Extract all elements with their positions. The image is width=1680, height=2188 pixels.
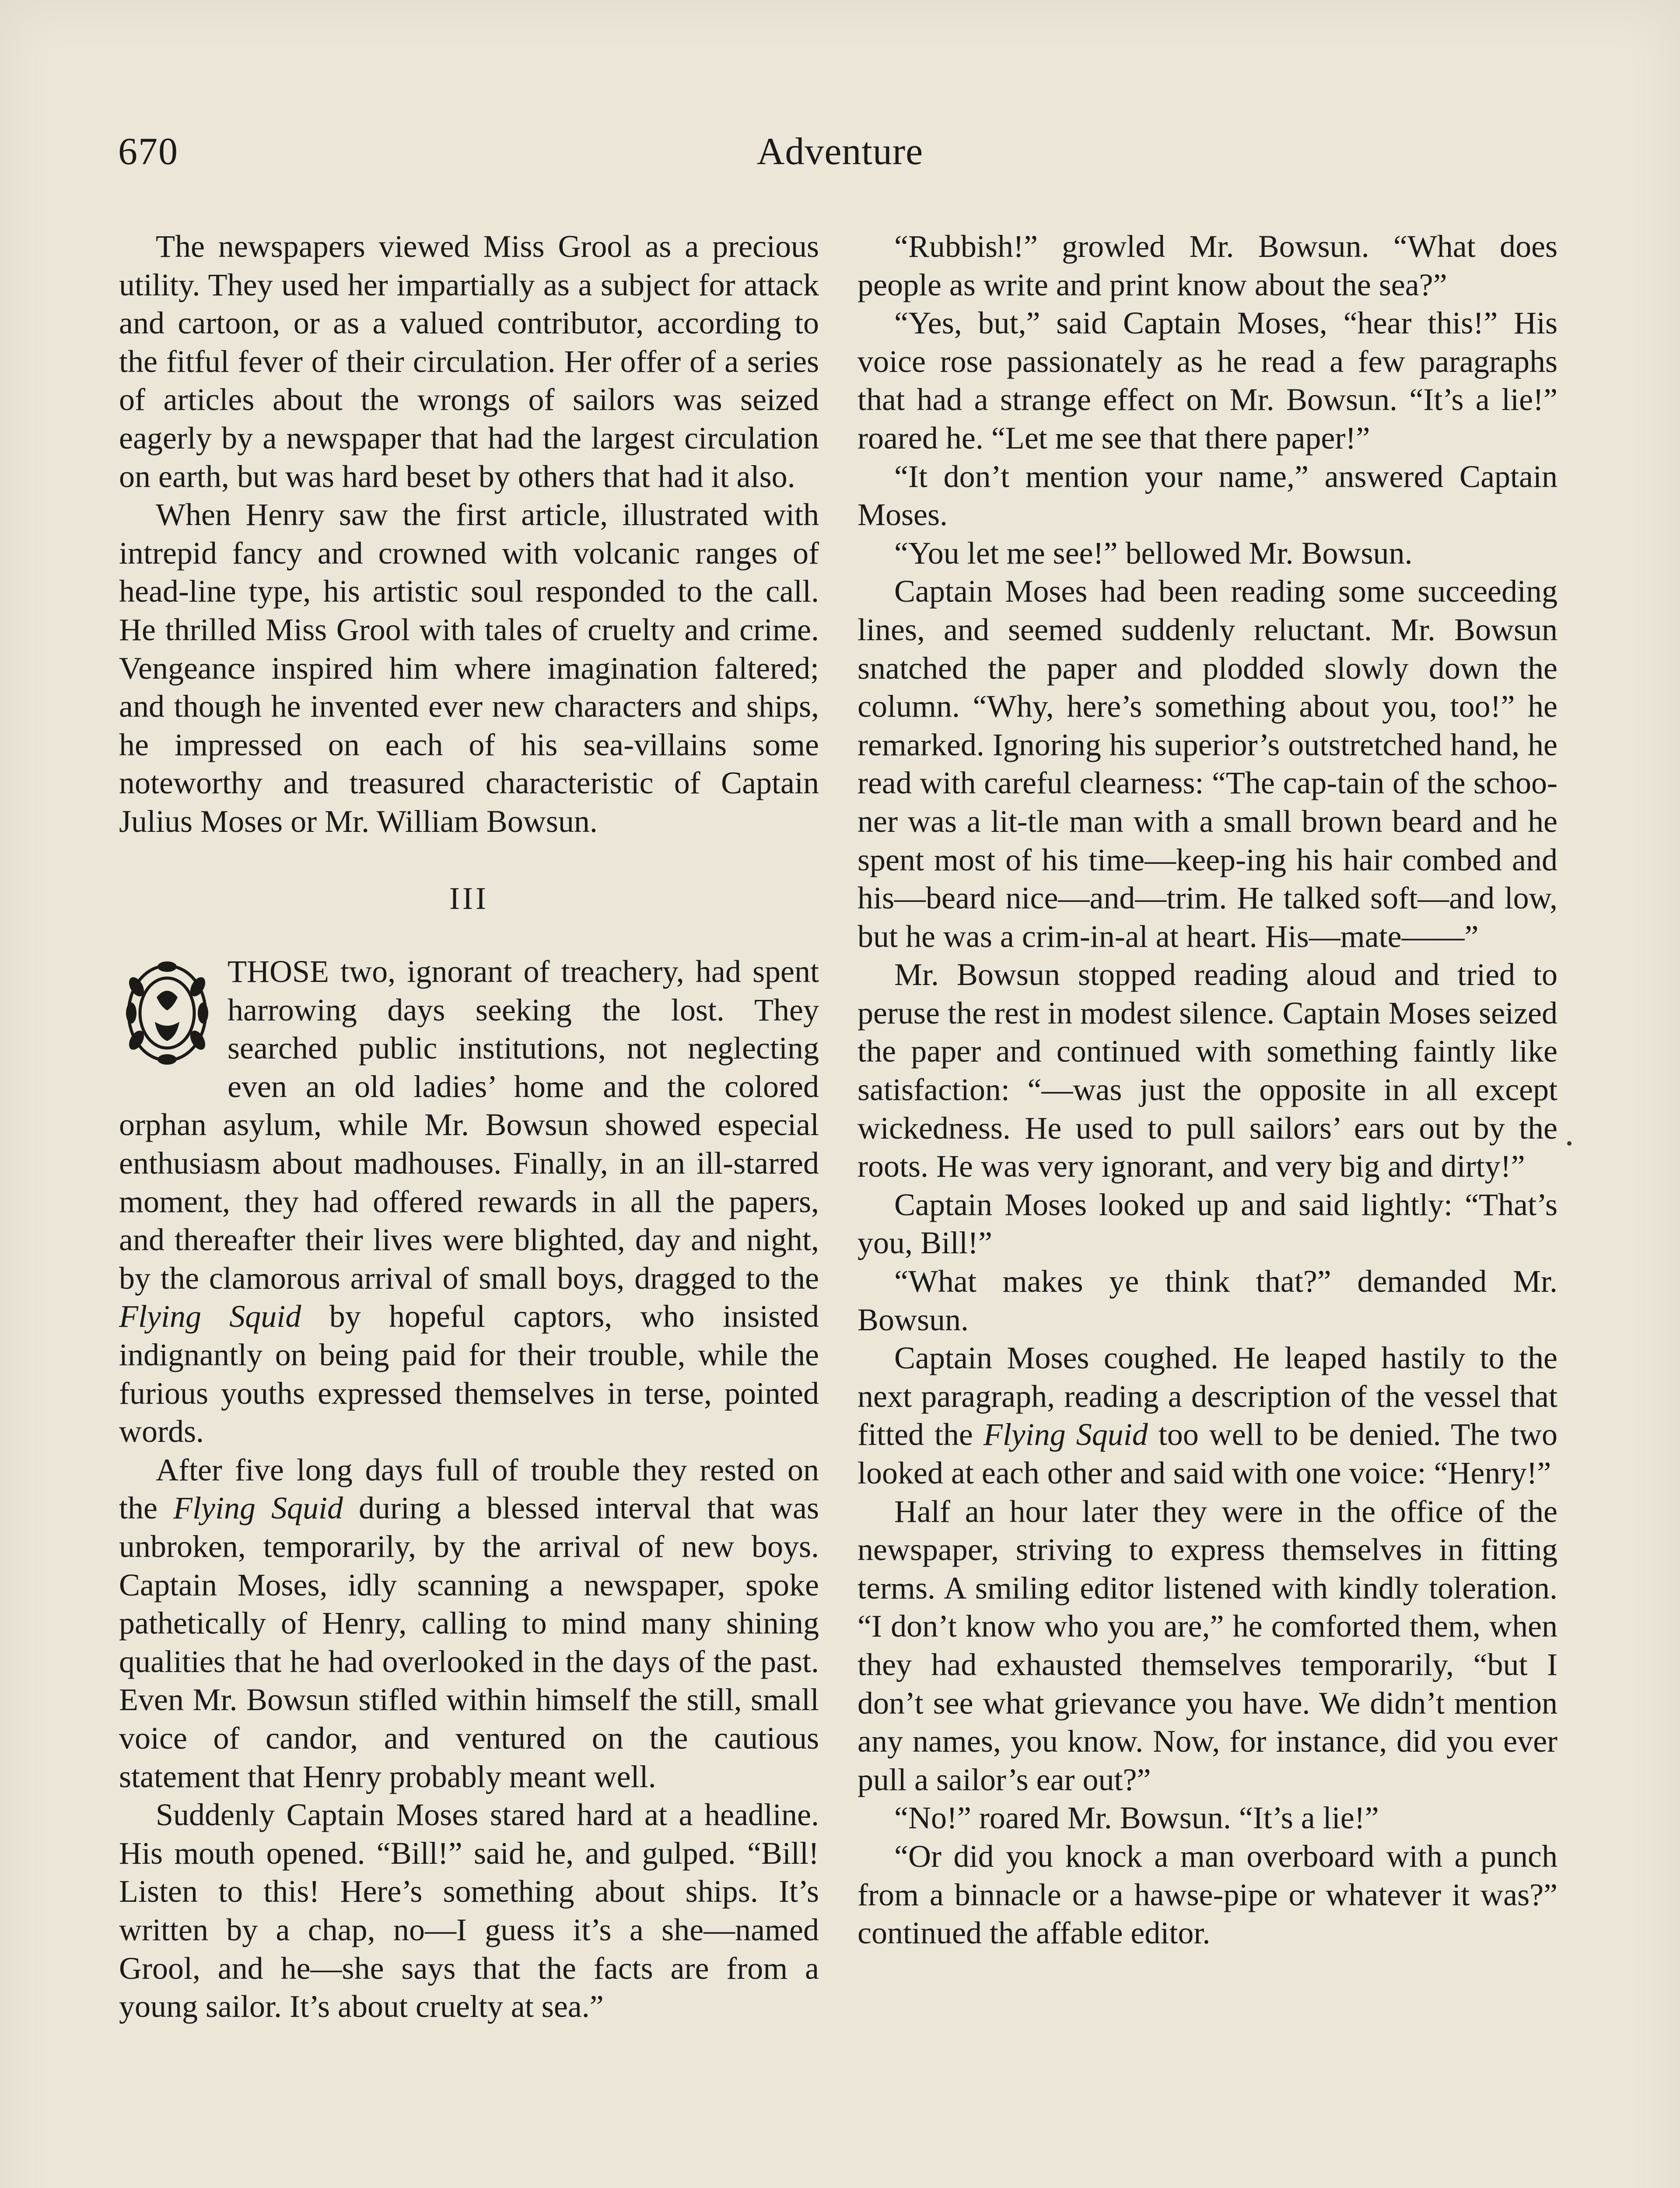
paragraph: “No!” roared Mr. Bowsun. “It’s a lie!” xyxy=(894,1800,1379,1836)
ship-name: Flying Squid xyxy=(119,1299,301,1334)
paragraph: Mr. Bowsun stopped reading aloud and tried to peruse the rest in modest silence. Captain Moses seized the paper and continued with something faintly like satisfaction: “—was just the opposite in all except wickedness. He used to pull sailors’ ears out by the roots. He was very ignorant, and very big and dirty!” xyxy=(858,957,1558,1184)
paragraph-text: too well to be denied. The two looked at each other and said with one voice: “Henry!” xyxy=(858,1417,1558,1490)
paragraph-text: Captain Moses coughed. He leaped hastily to the next paragraph, reading a description of the vessel that fitted the xyxy=(858,1340,1558,1452)
ornamental-wreath-icon xyxy=(119,956,215,1070)
paragraph: Captain Moses had been reading some succeeding lines, and seemed suddenly reluctant. Mr. Bowsun snatched the paper and plodded slowly down the column. “Why, here’s something about you, too!” he remarked. Ignoring his superior’s outstretched hand, he read with careful clearness: “The cap-tain of the schoo-ner was a lit-tle man with a small brown beard and he spent most of his time—keep-ing his hair combed and his—beard nice—and—trim. He talked soft—and low, but he was a crim-in-al at heart. His—mate——” xyxy=(858,574,1558,954)
paragraph-text: THOSE two, ignorant of treachery, had spent harrowing days seeking the lost. They searched public institutions, not neglecting even an old ladies’ home and the colored orphan asylum, while Mr. Bowsun showed especial enthusiasm about madhouses. Finally, in an ill-starred moment, they had offered rewards in all the papers, and thereafter their lives were blighted, day and night, by the clamorous arrival of small boys, dragged to the xyxy=(119,954,819,1296)
paragraph: Captain Moses looked up and said lightly: “That’s you, Bill!” xyxy=(858,1187,1558,1261)
paragraph-text: by hopeful captors, who insisted indignantly on being paid for their trouble, while the furious youths expressed themselves in terse, pointed words. xyxy=(119,1299,819,1449)
paragraph: “Or did you knock a man overboard with a punch from a binnacle or a hawse-pipe or whatever it was?” continued the affable editor. xyxy=(858,1838,1558,1951)
paragraph: Suddenly Captain Moses stared hard at a headline. His mouth opened. “Bill!” said he, and gulped. “Bill! Listen to this! Here’s something about ships. It’s written by a chap, no—I guess it’s a she—named Grool, and he—she says that the facts are from a young sailor. It’s about cruelty at sea.” xyxy=(119,1797,819,2024)
paragraph: “You let me see!” bellowed Mr. Bowsun. xyxy=(894,535,1413,571)
ink-speck xyxy=(1567,1141,1572,1146)
paragraph-text: After five long days full of trouble they rested on the xyxy=(119,1452,819,1526)
running-head: Adventure xyxy=(756,130,924,173)
paragraph: “Yes, but,” said Captain Moses, “hear this!” His voice rose passionately as he read a few paragraphs that had a strange effect on Mr. Bowsun. “It’s a lie!” roared he. “Let me see that there paper!” xyxy=(858,305,1558,456)
paragraph xyxy=(119,1451,819,1796)
section-heading: III xyxy=(449,880,489,916)
paragraph: When Henry saw the first article, illustrated with intrepid fancy and crowned with volcanic ranges of head-line type, his artistic soul responded to the call. He thrilled Miss Grool with tales of cruelty and crime. Vengeance inspired him where imagination faltered; and though he invented ever new characters and ships, he impressed on each of his sea-villains some noteworthy and treasured characteristic of Captain Julius Moses or Mr. William Bowsun. xyxy=(119,497,819,839)
right-column xyxy=(858,228,1558,1953)
paragraph: Half an hour later they were in the office of the newspaper, striving to express themselves in fitting terms. A smiling editor listened with kindly toleration. “I don’t know who you are,” he comforted them, when they had exhausted themselves temporarily, “but I don’t see what grievance you have. We didn’t mention any names, you know. Now, for instance, did you ever pull a sailor’s ear out?” xyxy=(858,1494,1558,1797)
paragraph-text: during a blessed interval that was unbroken, temporarily, by the arrival of new boys. Captain Moses, idly scanning a newspaper, spoke pathetically of Henry, calling to mind many shining qualities that he had overlooked in the days of the past. Even Mr. Bowsun stifled within himself the still, small voice of candor, and ventured on the cautious statement that Henry probably meant well. xyxy=(119,1490,819,1794)
ship-name: Flying Squid xyxy=(173,1490,343,1526)
paragraph: “It don’t mention your name,” answered Captain Moses. xyxy=(858,459,1558,533)
paragraph xyxy=(858,1339,1558,1492)
left-column xyxy=(119,228,819,2026)
page-header xyxy=(118,130,1562,186)
page-number: 670 xyxy=(118,130,178,173)
paragraph: The newspapers viewed Miss Grool as a precious utility. They used her impartially as a subject for attack and cartoon, or as a valued contributor, according to the fitful fever of their circulation. Her offer of a series of articles about the wrongs of sailors was seized eagerly by a newspaper that had the largest circulation on earth, but was hard beset by others that had it also. xyxy=(119,229,819,494)
paragraph: “Rubbish!” growled Mr. Bowsun. “What does people as write and print know about the sea?” xyxy=(858,229,1558,302)
paragraph: “What makes ye think that?” demanded Mr. Bowsun. xyxy=(858,1264,1558,1337)
initial-paragraph xyxy=(119,953,819,1451)
ship-name: Flying Squid xyxy=(983,1417,1148,1452)
